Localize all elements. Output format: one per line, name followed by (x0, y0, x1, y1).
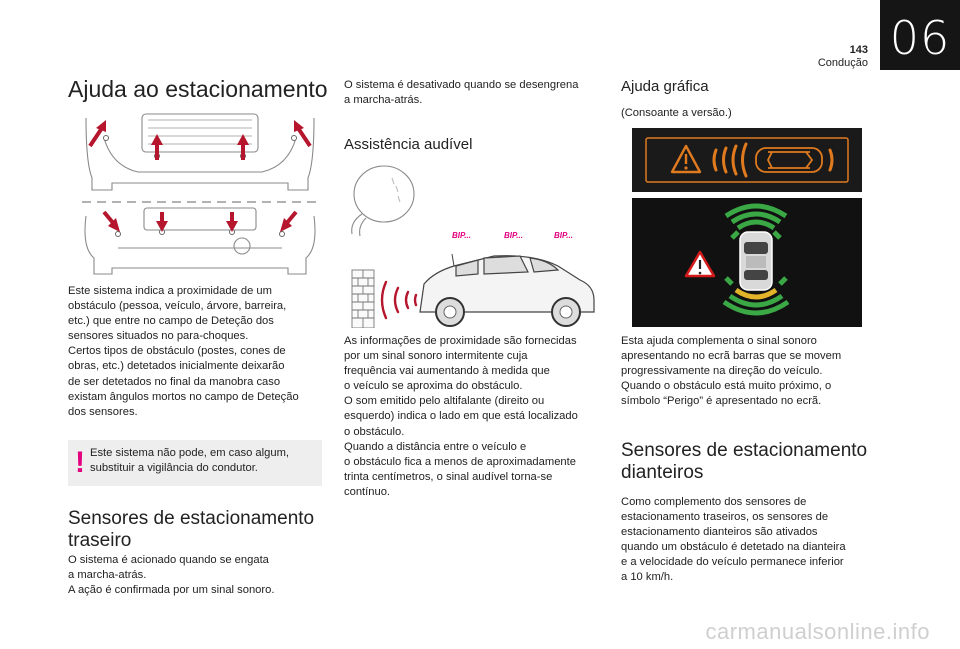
heading-line: Sensores de estacionamento (621, 440, 868, 461)
text-line: trinta centímetros, o sinal audível torna-se (344, 470, 553, 483)
text-line: Esta ajuda complementa o sinal sonoro (621, 335, 817, 347)
text-line: quando um obstáculo é detetado na dianteira (621, 541, 846, 554)
text-line: O sistema é acionado quando se engata (68, 554, 269, 566)
beep-label: BIP... (554, 231, 573, 240)
multimedia-screen (632, 198, 862, 327)
warning-icon: ! (75, 446, 85, 479)
text-line: Quando a distância entre o veículo e (344, 440, 527, 453)
rear-sensors-paragraph (68, 553, 324, 598)
text-line: existam ângulos mortos no campo de Deteção (68, 390, 299, 403)
graphic-assist-heading: Ajuda gráfica (621, 78, 709, 95)
intro-paragraph (68, 284, 324, 420)
watermark: carmanualsonline.info (705, 619, 930, 644)
rear-sensors-heading (68, 508, 328, 552)
text-line: etc.) que entre no campo de Deteção dos (68, 315, 274, 328)
beep-label: BIP... (504, 231, 523, 240)
text-line: progressivamente na direção do veículo. (621, 365, 823, 378)
text-line: O som emitido pelo altifalante (direito ou (344, 395, 545, 408)
text-line: contínuo. (344, 485, 391, 498)
text-line: símbolo “Perigo” é apresentado no ecrã. (621, 395, 822, 408)
front-sensors-paragraph (621, 495, 871, 586)
text-line: Este sistema não pode, em caso algum, (90, 447, 289, 459)
text-line: obras, etc.) detetados inicialmente deixarão (68, 360, 285, 373)
version-note: (Consoante a versão.) (621, 107, 732, 119)
heading-line: traseiro (68, 530, 132, 551)
text-line: As informações de proximidade são fornecidas (344, 335, 577, 347)
text-line: O sistema é desativado quando se desengrena (344, 79, 579, 91)
text-line: por um sinal sonoro intermitente cuja (344, 350, 528, 363)
car-top-view (740, 232, 772, 290)
bumper-sensors-illustration (82, 108, 318, 278)
audio-assist-heading: Assistência audível (344, 136, 473, 153)
danger-icon (672, 146, 700, 172)
chapter-tab: 06 (880, 0, 960, 70)
text-line: apresentando no ecrã barras que se movem (621, 350, 842, 363)
heading-line: Sensores de estacionamento (68, 508, 315, 529)
text-line: substituir a vigilância do condutor. (90, 462, 258, 475)
text-line: obstáculo (pessoa, veículo, árvore, barreira, (68, 300, 287, 313)
heading-line: dianteiros (621, 462, 704, 483)
text-line: e a velocidade do veículo permanece inferior (621, 556, 844, 569)
graphic-assist-paragraph (621, 334, 871, 409)
page-number: 143 (849, 44, 868, 56)
audio-assist-illustration (344, 162, 600, 328)
beep-label: BIP... (452, 231, 471, 240)
page-title: Ajuda ao estacionamento (68, 76, 328, 102)
text-line: a marcha-atrás. (68, 569, 147, 582)
warning-box (68, 440, 322, 486)
text-line: a marcha-atrás. (344, 94, 423, 107)
text-line: estacionamento traseiros, os sensores de (621, 511, 829, 524)
text-line: Este sistema indica a proximidade de um (68, 285, 272, 297)
text-line: o obstáculo fica a menos de aproximadamente (344, 455, 576, 468)
instrument-screen (632, 128, 862, 192)
text-line: Como complemento dos sensores de (621, 496, 807, 508)
section-name: Condução (817, 57, 868, 69)
text-line: estacionamento dianteiros são ativados (621, 526, 818, 539)
deactivation-paragraph (344, 78, 602, 108)
text-line: o veículo se aproxima do obstáculo. (344, 380, 523, 393)
text-line: o obstáculo. (344, 425, 405, 438)
text-line: frequência vai aumentando à medida que (344, 365, 550, 378)
text-line: Quando o obstáculo está muito próximo, o (621, 380, 832, 393)
text-line: de ser detetados no final da manobra caso (68, 375, 281, 388)
multimedia-screen-graphic (632, 198, 862, 327)
text-line: esquerdo) indica o lado em que está localizado (344, 410, 578, 423)
text-line: Certos tipos de obstáculo (postes, cones de (68, 345, 286, 358)
warning-text (90, 446, 315, 476)
text-line: dos sensores. (68, 405, 138, 418)
text-line: A ação é confirmada por um sinal sonoro. (68, 584, 275, 597)
text-line: sensores situados no para-choques. (68, 330, 249, 343)
danger-icon (686, 252, 714, 276)
audio-assist-paragraph (344, 334, 604, 500)
front-sensors-heading (621, 440, 881, 484)
instrument-screen-graphic (632, 128, 862, 192)
text-line: a 10 km/h. (621, 571, 674, 584)
